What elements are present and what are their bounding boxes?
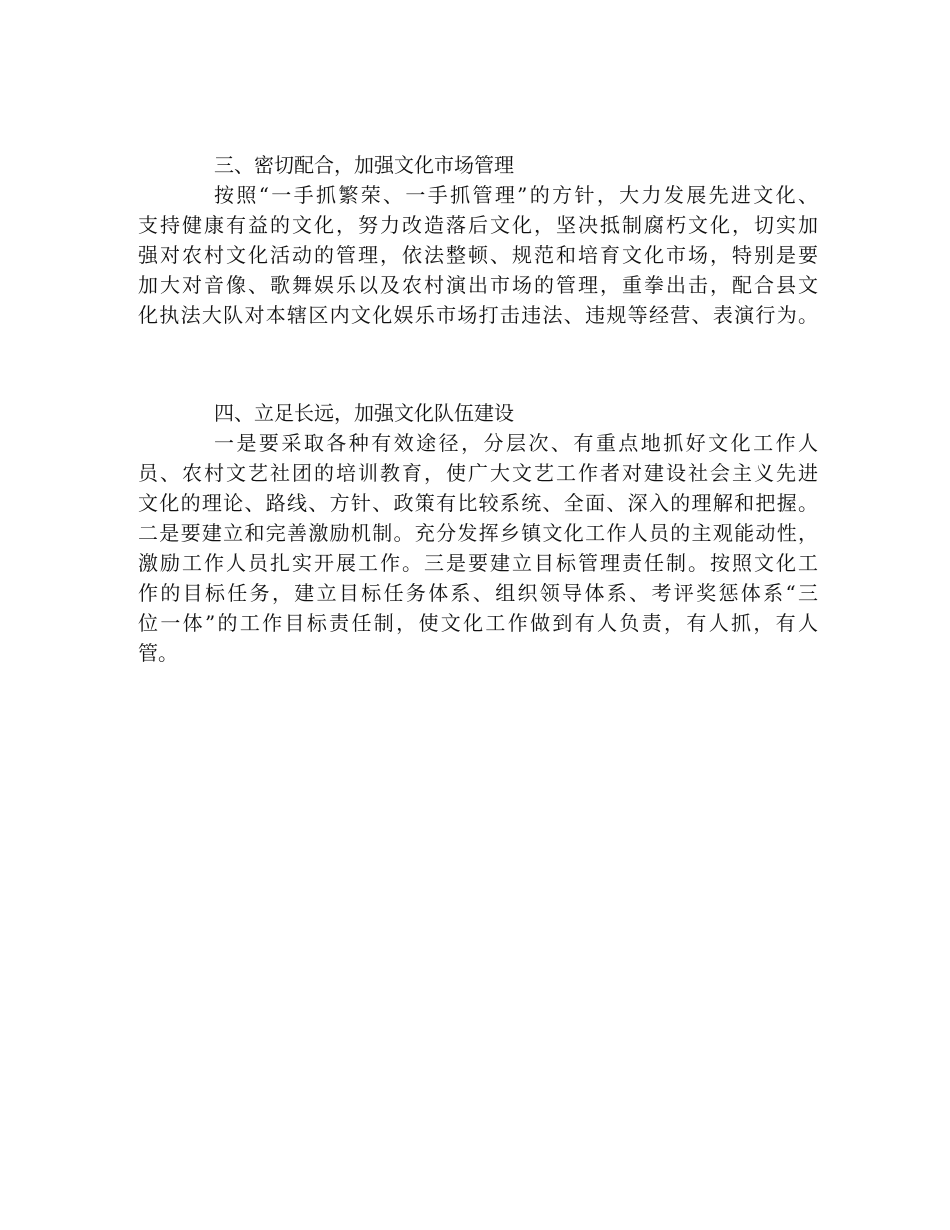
paragraph-line: 加大对音像、歌舞娱乐以及农村演出市场的管理，重拳出击，配合县文 — [138, 273, 818, 297]
section-heading: 四、立足长远，加强文化队伍建设 — [214, 401, 514, 425]
paragraph-line: 位一体”的工作目标责任制，使文化工作做到有人负责，有人抓，有人 — [138, 611, 818, 635]
paragraph-line: 一是要采取各种有效途径，分层次、有重点地抓好文化工作人 — [214, 431, 818, 455]
paragraph-line: 激励工作人员扎实开展工作。三是要建立目标管理责任制。按照文化工 — [138, 551, 818, 575]
section-heading: 三、密切配合，加强文化市场管理 — [214, 153, 514, 177]
paragraph-line: 强对农村文化活动的管理，依法整顿、规范和培育文化市场，特别是要 — [138, 243, 818, 267]
paragraph-line: 支持健康有益的文化，努力改造落后文化，坚决抵制腐朽文化，切实加 — [138, 213, 818, 237]
section-paragraph — [138, 428, 818, 668]
paragraph-line: 管。 — [138, 641, 178, 665]
paragraph-line: 化执法大队对本辖区内文化娱乐市场打击违法、违规等经营、表演行为。 — [138, 303, 818, 327]
section-paragraph — [138, 180, 818, 330]
paragraph-line: 按照“一手抓繁荣、一手抓管理”的方针，大力发展先进文化、 — [214, 183, 818, 207]
paragraph-line: 文化的理论、路线、方针、政策有比较系统、全面、深入的理解和把握。 — [138, 491, 818, 515]
paragraph-line: 作的目标任务，建立目标任务体系、组织领导体系、考评奖惩体系“三 — [138, 581, 818, 605]
section-culture-team — [138, 398, 818, 668]
paragraph-line: 员、农村文艺社团的培训教育，使广大文艺工作者对建设社会主义先进 — [138, 461, 818, 485]
paragraph-line: 二是要建立和完善激励机制。充分发挥乡镇文化工作人员的主观能动性， — [138, 521, 818, 545]
section-culture-market — [138, 150, 818, 330]
